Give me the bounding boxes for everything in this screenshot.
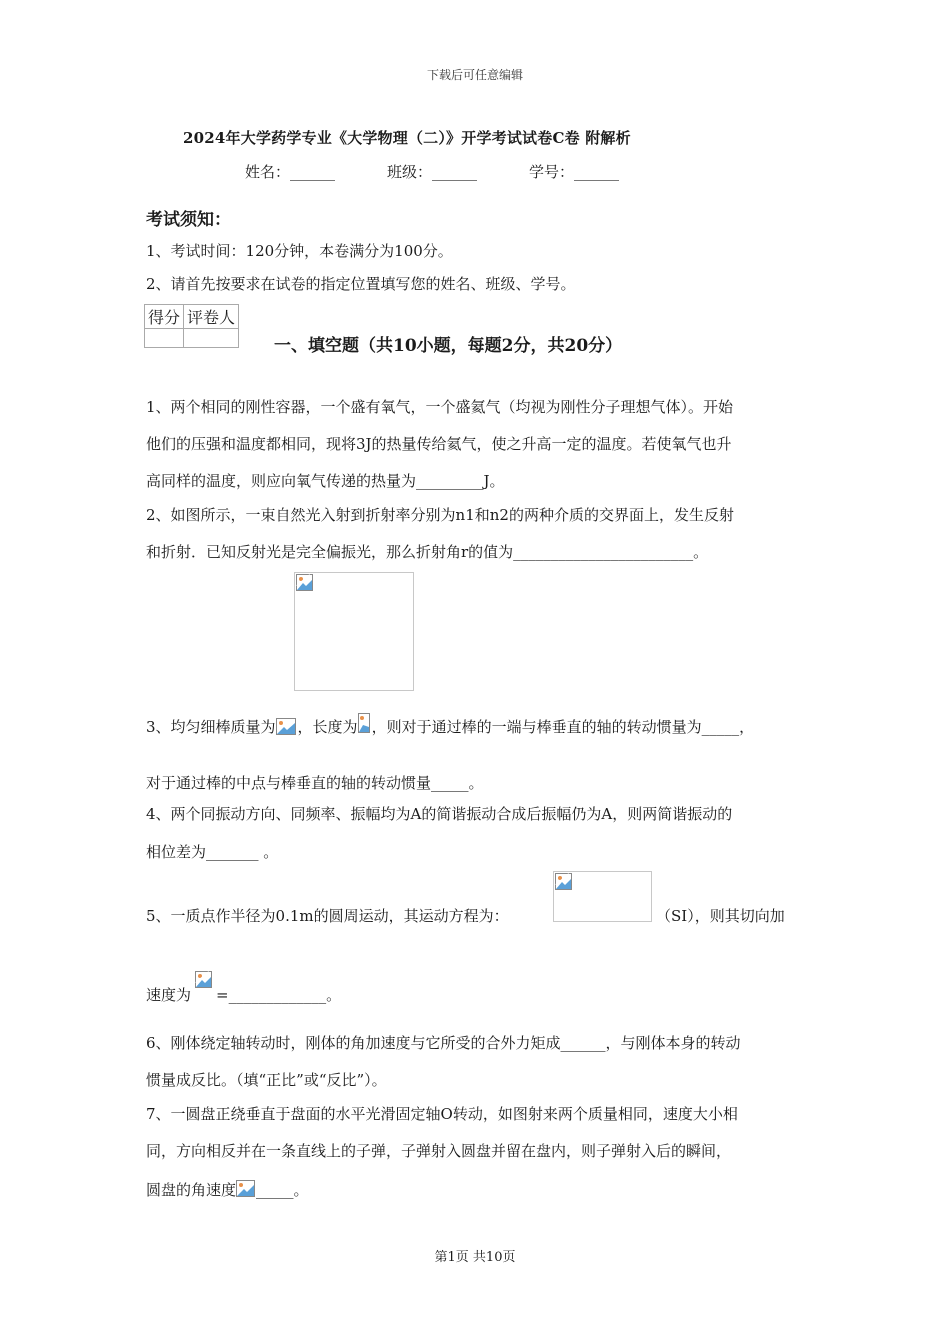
notice-heading: 考试须知： — [146, 210, 231, 230]
section-title: 一、填空题（共10小题，每题2分，共20分） — [274, 336, 623, 356]
question-5-line: =_____________。 — [216, 986, 342, 1004]
question-2-line: 和折射．已知反射光是完全偏振光，那么折射角r的值为________________________。 — [146, 543, 709, 561]
grader-cell — [184, 329, 239, 348]
broken-image-icon — [296, 574, 313, 591]
broken-image-icon — [236, 1180, 256, 1197]
question-4-line: 相位差为_______ 。 — [146, 843, 279, 861]
question-5-line: 5、一质点作半径为0.1m的圆周运动，其运动方程为： — [146, 907, 509, 925]
question-5-line: 速度为 — [146, 986, 192, 1004]
notice-item: 1、考试时间：120分钟，本卷满分为100分。 — [146, 242, 453, 260]
question-5-line: （SI），则其切向加 — [656, 907, 785, 925]
figure-placeholder — [294, 572, 414, 691]
question-3-part: ，长度为 — [297, 718, 358, 736]
question-7-line: 同，方向相反并在一条直线上的子弹，子弹射入圆盘并留在盘内，则子弹射入后的瞬间， — [146, 1142, 732, 1160]
notice-item: 2、请首先按要求在试卷的指定位置填写您的姓名、班级、学号。 — [146, 275, 576, 293]
page-header: 下载后可任意编辑 — [426, 68, 523, 82]
question-6-line: 惯量成反比。（填“正比”或“反比”）。 — [146, 1071, 387, 1089]
id-field: 学号：______ — [529, 163, 620, 181]
question-6-line: 6、刚体绕定轴转动时，刚体的角加速度与它所受的合外力矩成______，与刚体本身的转动 — [146, 1034, 741, 1052]
score-header: 得分 — [145, 305, 184, 329]
score-table — [144, 304, 239, 348]
question-4-line: 4、两个同振动方向、同频率、振幅均为A的简谐振动合成后振幅仍为A，则两简谐振动的 — [146, 805, 733, 823]
question-3-line: 对于通过棒的中点与棒垂直的轴的转动惯量_____。 — [146, 774, 484, 792]
question-3-part: 3、均匀细棒质量为 — [146, 718, 276, 736]
broken-image-icon — [276, 718, 298, 735]
question-7-part: _____。 — [256, 1181, 309, 1199]
broken-image-icon — [195, 971, 212, 988]
question-1-line: 高同样的温度，则应向氧气传递的热量为_________J。 — [146, 472, 505, 490]
question-7-line — [146, 1178, 309, 1200]
question-3-line — [146, 712, 754, 737]
student-fields — [245, 161, 619, 182]
score-cell — [145, 329, 184, 348]
question-1-line: 他们的压强和温度都相同，现将3J的热量传给氦气，使之升高一定的温度。若使氧气也升 — [146, 435, 732, 453]
page-footer: 第1页 共10页 — [434, 1250, 516, 1265]
name-field: 姓名：______ — [245, 163, 336, 181]
question-2-line: 2、如图所示，一束自然光入射到折射率分别为n1和n2的两种介质的交界面上，发生反射 — [146, 506, 734, 524]
formula-placeholder — [194, 970, 214, 998]
question-1-line: 1、两个相同的刚性容器，一个盛有氧气，一个盛氦气（均视为刚性分子理想气体）。开始 — [146, 398, 734, 416]
exam-title: 2024年大学药学专业《大学物理（二）》开学考试试卷C卷 附解析 — [183, 129, 631, 147]
question-3-part: ，则对于通过棒的一端与棒垂直的轴的转动惯量为_____， — [371, 718, 755, 736]
broken-image-icon — [555, 873, 572, 890]
question-7-line: 7、一圆盘正绕垂直于盘面的水平光滑固定轴O转动，如图射来两个质量相同，速度大小相 — [146, 1105, 738, 1123]
grader-header: 评卷人 — [184, 305, 239, 329]
question-7-part: 圆盘的角速度 — [146, 1181, 237, 1199]
broken-image-icon — [358, 713, 372, 733]
equation-placeholder — [553, 871, 652, 922]
class-field: 班级：______ — [387, 163, 478, 181]
